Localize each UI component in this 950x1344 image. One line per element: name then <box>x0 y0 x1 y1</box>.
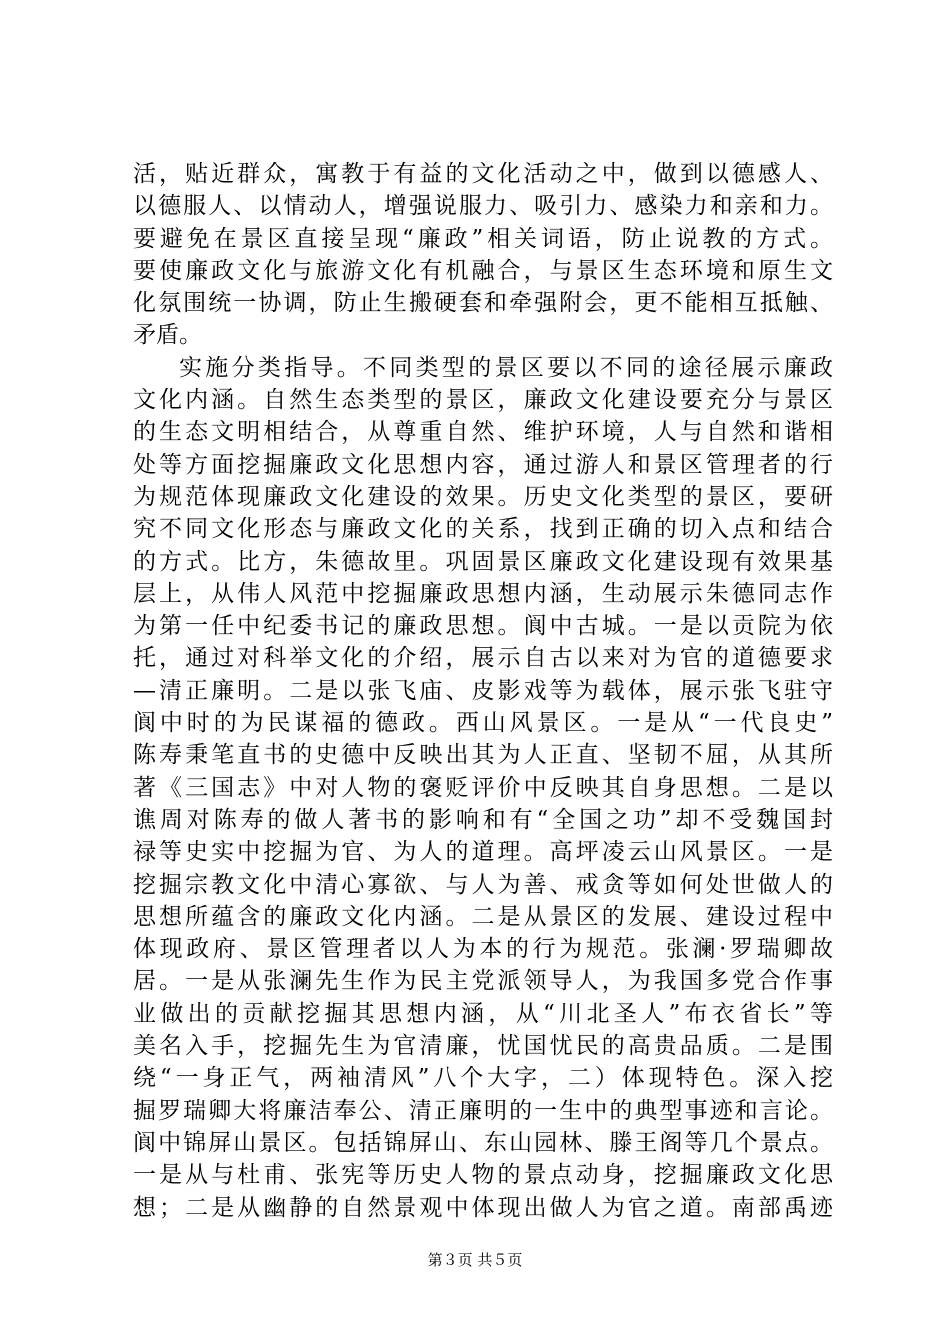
text-line: 要使廉政文化与旅游文化有机融合，与景区生态环境和原生文 <box>133 257 833 284</box>
text-line: 陈寿秉笔直书的史德中反映出其为人正直、坚韧不屈，从其所 <box>133 742 833 769</box>
text-line: 为第一任中纪委书记的廉政思想。阆中古城。一是以贡院为依 <box>133 613 833 640</box>
text-line: 为规范体现廉政文化建设的效果。历史文化类型的景区，要研 <box>133 483 833 510</box>
text-line: 要避免在景区直接呈现“廉政”相关词语，防止说教的方式。 <box>133 225 833 252</box>
text-line: 业做出的贡献挖掘其思想内涵，从“川北圣人”布衣省长”等 <box>133 1000 833 1027</box>
body-text <box>133 158 833 1224</box>
text-line: 托，通过对科举文化的介绍，展示自古以来对为官的道德要求 <box>133 645 833 672</box>
text-line: 究不同文化形态与廉政文化的关系，找到正确的切入点和结合 <box>133 516 833 543</box>
text-line: 以德服人、以情动人，增强说服力、吸引力、感染力和亲和力。 <box>133 193 833 220</box>
text-line: 禄等史实中挖掘为官、为人的道理。高坪凌云山风景区。一是 <box>133 839 833 866</box>
text-line: 实施分类指导。不同类型的景区要以不同的途径展示廉政 <box>179 354 833 381</box>
text-line: 掘罗瑞卿大将廉洁奉公、清正廉明的一生中的典型事迹和言论。 <box>133 1097 833 1124</box>
text-line: 想；二是从幽静的自然景观中体现出做人为官之道。南部禹迹 <box>133 1194 833 1221</box>
text-line: 活，贴近群众，寓教于有益的文化活动之中，做到以德感人、 <box>133 161 833 187</box>
text-line: 矛盾。 <box>133 322 202 349</box>
text-line: 挖掘宗教文化中清心寡欲、与人为善、戒贪等如何处世做人的 <box>133 871 833 898</box>
text-line: 处等方面挖掘廉政文化思想内容，通过游人和景区管理者的行 <box>133 451 833 478</box>
text-line: 体现政府、景区管理者以人为本的行为规范。张澜·罗瑞卿故 <box>133 936 833 963</box>
text-line: 的生态文明相结合，从尊重自然、维护环境，人与自然和谐相 <box>133 419 833 446</box>
page-footer: 第３页 共５页 <box>427 1251 523 1269</box>
text-line: 层上，从伟人风范中挖掘廉政思想内涵，生动展示朱德同志作 <box>133 580 833 607</box>
text-line: 的方式。比方，朱德故里。巩固景区廉政文化建设现有效果基 <box>133 548 833 575</box>
text-line: 阆中锦屏山景区。包括锦屏山、东山园林、滕王阁等几个景点。 <box>133 1129 833 1156</box>
text-line: 谯周对陈寿的做人著书的影响和有“全国之功”却不受魏国封 <box>133 806 833 833</box>
text-line: 阆中时的为民谋福的德政。西山风景区。一是从“一代良史” <box>133 710 833 737</box>
text-line: 一是从与杜甫、张宪等历史人物的景点动身，挖掘廉政文化思 <box>133 1162 833 1189</box>
text-line: 绕“一身正气，两袖清风”八个大字，二）体现特色。深入挖 <box>133 1065 833 1092</box>
text-line: —清正廉明。二是以张飞庙、皮影戏等为载体，展示张飞驻守 <box>133 677 833 704</box>
text-line: 文化内涵。自然生态类型的景区，廉政文化建设要充分与景区 <box>133 387 833 414</box>
text-line: 思想所蕴含的廉政文化内涵。二是从景区的发展、建设过程中 <box>133 903 833 930</box>
text-line: 居。一是从张澜先生作为民主党派领导人，为我国多党合作事 <box>133 968 833 995</box>
text-line: 化氛围统一协调，防止生搬硬套和牵强附会，更不能相互抵触、 <box>133 290 833 317</box>
text-line: 著《三国志》中对人物的褒贬评价中反映其自身思想。二是以 <box>133 774 833 801</box>
text-line: 美名入手，挖掘先生为官清廉，忧国忧民的高贵品质。二是围 <box>133 1033 833 1060</box>
